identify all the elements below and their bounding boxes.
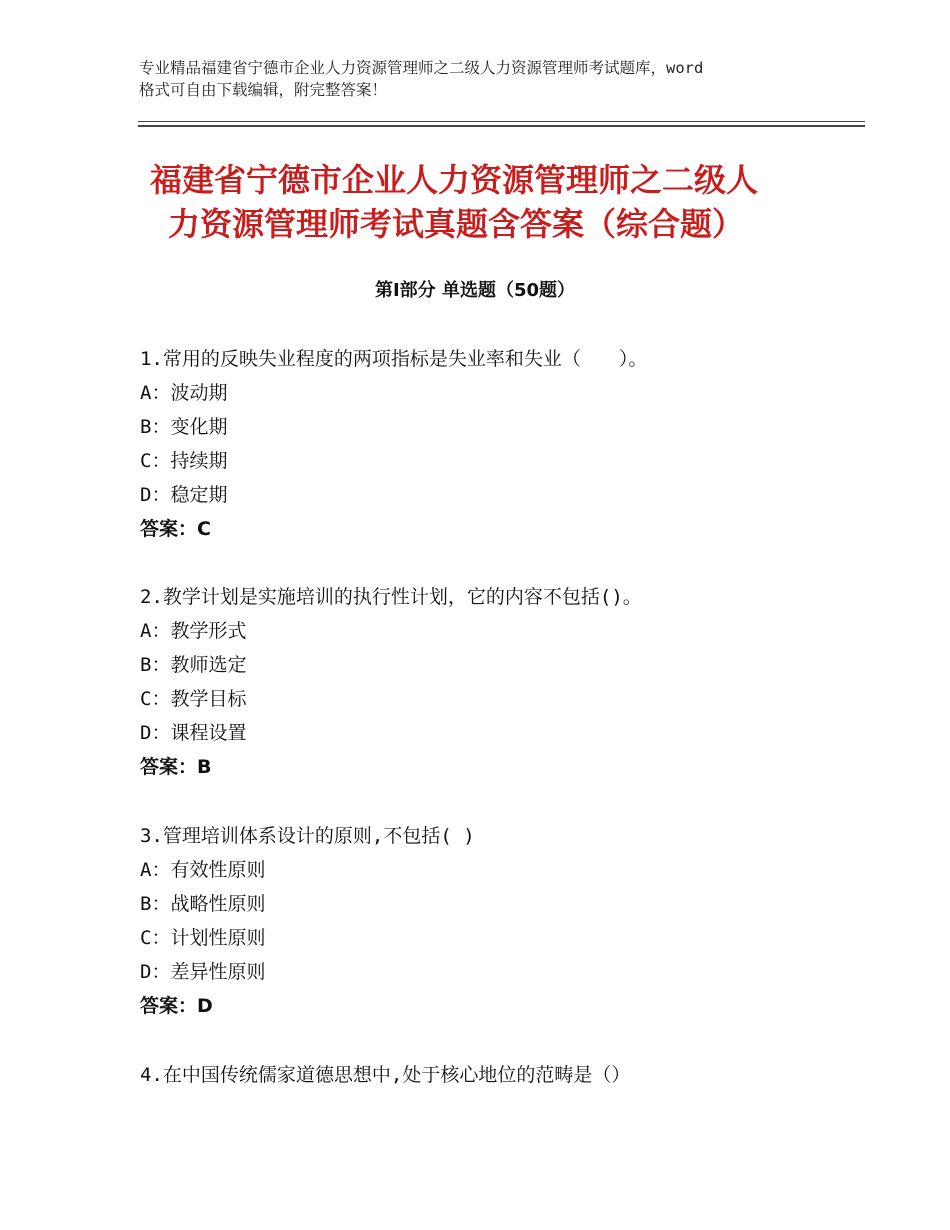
option-c: C：计划性原则 — [140, 927, 266, 949]
option-b: B：变化期 — [140, 416, 228, 438]
option-d: D：课程设置 — [140, 722, 247, 744]
option-c: C：持续期 — [140, 450, 228, 472]
question-1 — [140, 342, 840, 546]
answer: 答案：C — [140, 518, 211, 540]
option-d: D：稳定期 — [140, 484, 228, 506]
question-3 — [140, 819, 840, 1023]
answer: 答案：D — [140, 995, 213, 1017]
option-d: D：差异性原则 — [140, 961, 266, 983]
title-line-1: 福建省宁德市企业人力资源管理师之二级人 — [150, 161, 759, 199]
header-line-1: 专业精品福建省宁德市企业人力资源管理师之二级人力资源管理师考试题库，word — [139, 59, 704, 77]
question-4 — [140, 1058, 840, 1092]
question-stem: 3.管理培训体系设计的原则,不包括( ) — [140, 825, 475, 847]
option-a: A：波动期 — [140, 382, 228, 404]
page-header — [139, 57, 829, 101]
section-heading: 第Ⅰ部分 单选题（50题） — [374, 280, 575, 301]
header-line-2: 格式可自由下载编辑，附完整答案！ — [139, 81, 388, 99]
question-stem: 2.教学计划是实施培训的执行性计划，它的内容不包括()。 — [140, 586, 642, 608]
title-line-2: 力资源管理师考试真题含答案（综合题） — [168, 205, 745, 243]
option-b: B：战略性原则 — [140, 893, 266, 915]
question-stem: 4.在中国传统儒家道德思想中,处于核心地位的范畴是（） — [140, 1064, 631, 1086]
option-a: A：有效性原则 — [140, 859, 266, 881]
question-stem: 1.常用的反映失业程度的两项指标是失业率和失业（ ）。 — [140, 348, 648, 370]
header-divider-thick — [138, 125, 865, 127]
option-a: A：教学形式 — [140, 620, 247, 642]
answer: 答案：B — [140, 756, 212, 778]
option-c: C：教学目标 — [140, 688, 247, 710]
option-b: B：教师选定 — [140, 654, 247, 676]
document-title — [150, 158, 830, 246]
header-divider-thin — [138, 121, 865, 122]
question-2 — [140, 580, 840, 784]
